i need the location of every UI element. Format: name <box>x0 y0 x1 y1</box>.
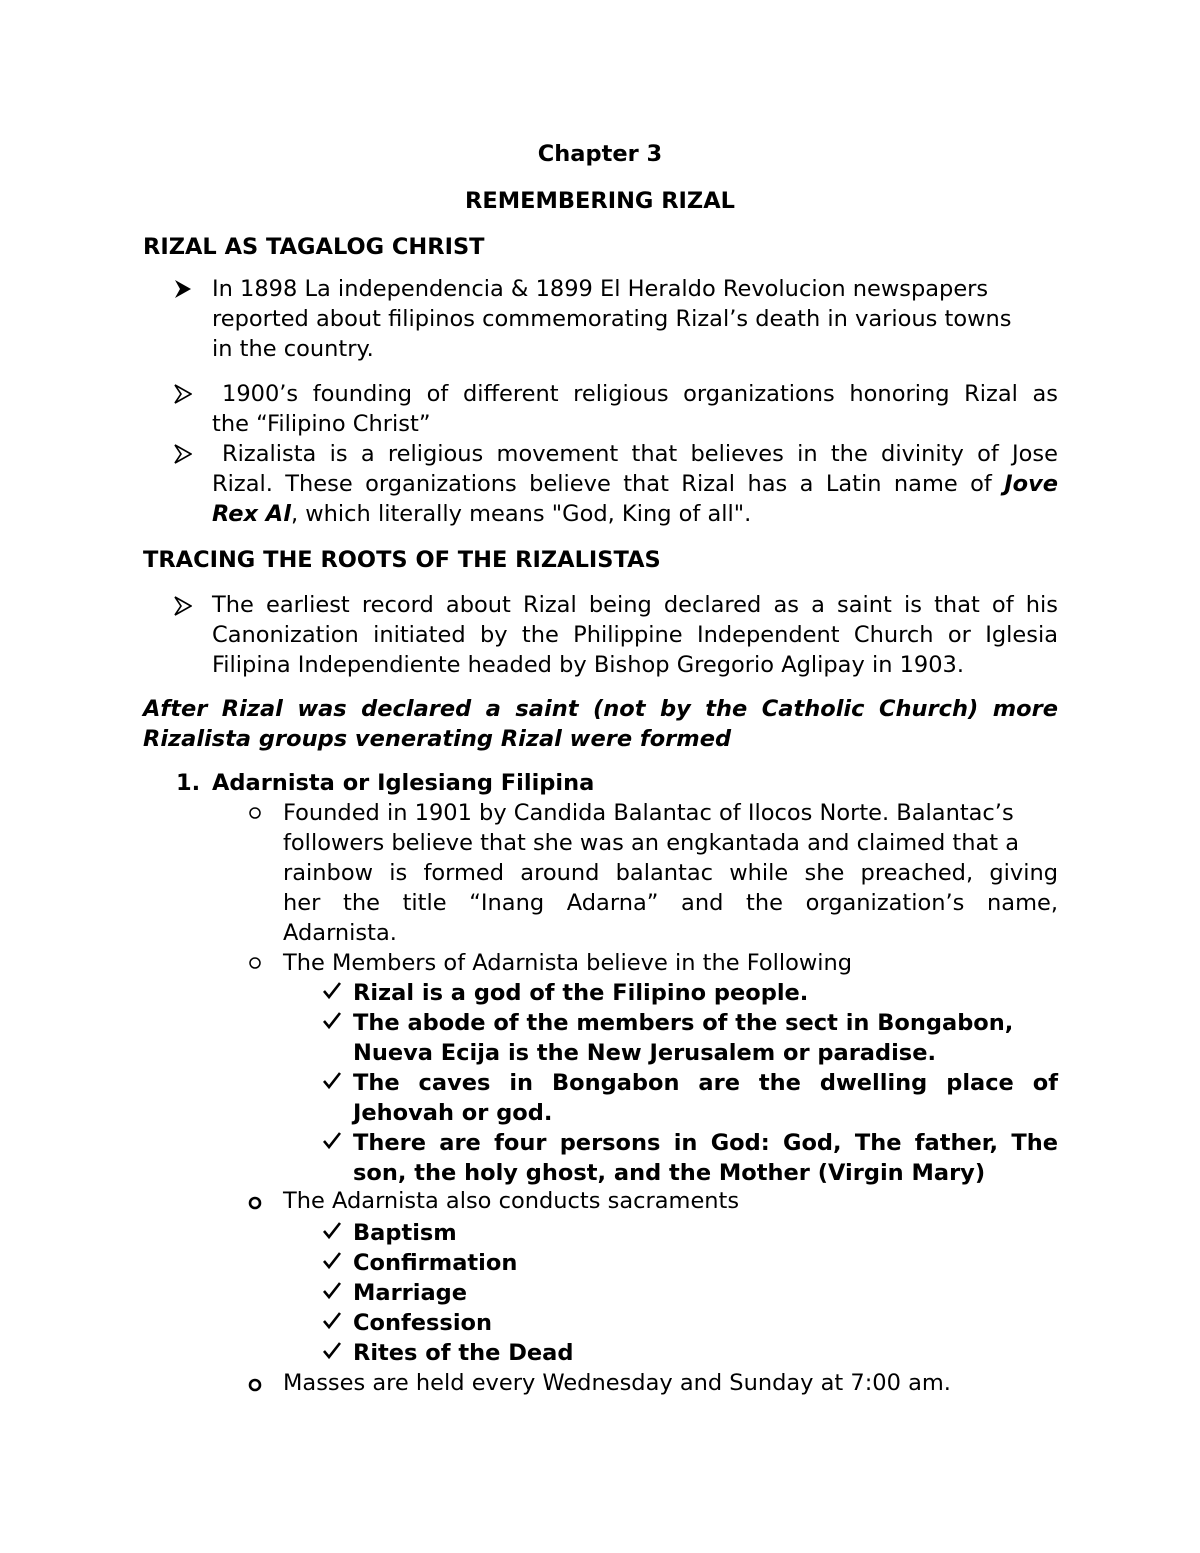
text-line: reported about filipinos commemorating Rizal’s death in various towns <box>212 306 1012 332</box>
belief-item <box>353 1010 1058 1070</box>
arrow-bullet-icon <box>174 444 192 470</box>
check-bullet-icon <box>322 1280 342 1306</box>
text-line <box>212 501 1058 531</box>
text-line: Filipina Independiente headed by Bishop Gregorio Aglipay in 1903. <box>212 652 965 678</box>
belief-item <box>353 1130 1058 1190</box>
check-bullet-icon <box>322 1250 342 1276</box>
bullet-item <box>212 441 1058 531</box>
text-line: Nueva Ecija is the New Jerusalem or paradise. <box>353 1040 937 1066</box>
chapter-label: Chapter 3 <box>537 141 663 167</box>
sub-item-text: Masses are held every Wednesday and Sunday at 7:00 am. <box>283 1370 951 1396</box>
check-bullet-icon <box>322 1130 342 1156</box>
circle-bullet-icon <box>248 1194 262 1215</box>
belief-item: Rizal is a god of the Filipino people. <box>353 980 809 1006</box>
belief-item <box>353 1070 1058 1130</box>
text-line: followers believe that she was an engkantada and claimed that a <box>283 830 1020 856</box>
text-line: The caves in Bongabon are the dwelling place of <box>353 1070 1058 1096</box>
text-line: Founded in 1901 by Candida Balantac of Ilocos Norte. Balantac’s <box>283 800 1014 826</box>
circle-bullet-icon <box>248 954 262 975</box>
text-line: Adarnista. <box>283 920 397 946</box>
text-line: 1900’s founding of different religious organizations honoring Rizal as <box>222 381 1058 407</box>
text-line: rainbow is formed around balantac while she preached, giving <box>283 860 1058 886</box>
text-line: son, the holy ghost, and the Mother (Virgin Mary) <box>353 1160 986 1186</box>
arrow-bullet-icon <box>174 596 192 622</box>
text-line: After Rizal was declared a saint (not by the Catholic Church) more <box>143 696 1058 722</box>
text-line <box>212 471 1058 501</box>
text-line: the “Filipino Christ” <box>212 411 431 437</box>
text-line: Jehovah or god. <box>353 1100 553 1126</box>
text-line: Canonization initiated by the Philippine Independent Church or Iglesia <box>212 622 1058 648</box>
text-run: Rizal. These organizations believe that Rizal has a Latin name of <box>212 471 1005 497</box>
sacrament-item: Confirmation <box>353 1250 518 1276</box>
check-bullet-icon <box>322 1340 342 1366</box>
bullet-item <box>212 592 1058 682</box>
check-bullet-icon <box>322 1070 342 1096</box>
text-line: The abode of the members of the sect in Bongabon, <box>353 1010 1014 1036</box>
arrow-bullet-icon <box>174 279 192 305</box>
text-line: There are four persons in God: God, The father, The <box>353 1130 1058 1156</box>
check-bullet-icon <box>322 1010 342 1036</box>
section-heading-tagalog-christ: RIZAL AS TAGALOG CHRIST <box>143 234 485 260</box>
sub-item <box>283 800 1058 950</box>
sacrament-item: Marriage <box>353 1280 468 1306</box>
text-line: her the title “Inang Adarna” and the organization’s name, <box>283 890 1058 916</box>
section-heading-tracing-roots: TRACING THE ROOTS OF THE RIZALISTAS <box>143 547 661 573</box>
text-run: , which literally means "God, King of all". <box>290 501 752 527</box>
list-heading: Adarnista or Iglesiang Filipina <box>212 770 595 796</box>
emphasis-note <box>143 696 1058 756</box>
latin-name-part: Jove <box>1004 471 1058 497</box>
sacrament-item: Rites of the Dead <box>353 1340 574 1366</box>
circle-bullet-icon <box>248 804 262 825</box>
text-line: The earliest record about Rizal being declared as a saint is that of his <box>212 592 1058 618</box>
bullet-item <box>212 381 1058 441</box>
check-bullet-icon <box>322 1220 342 1246</box>
latin-name-part: Rex Al <box>212 501 291 527</box>
arrow-bullet-icon <box>174 384 192 410</box>
bullet-item <box>212 276 1024 366</box>
sub-item-text: The Adarnista also conducts sacraments <box>283 1188 740 1214</box>
circle-bullet-icon <box>248 1376 262 1397</box>
text-line: In 1898 La independencia & 1899 El Heraldo Revolucion newspapers <box>212 276 989 302</box>
sub-item-text: The Members of Adarnista believe in the Following <box>283 950 853 976</box>
sacrament-item: Baptism <box>353 1220 457 1246</box>
page-title: REMEMBERING RIZAL <box>465 188 735 214</box>
text-line: Rizalista is a religious movement that believes in the divinity of Jose <box>222 441 1058 467</box>
check-bullet-icon <box>322 980 342 1006</box>
check-bullet-icon <box>322 1310 342 1336</box>
list-number: 1. <box>176 770 201 796</box>
sacrament-item: Confession <box>353 1310 493 1336</box>
text-line: Rizalista groups venerating Rizal were formed <box>143 726 732 752</box>
text-line: in the country. <box>212 336 374 362</box>
